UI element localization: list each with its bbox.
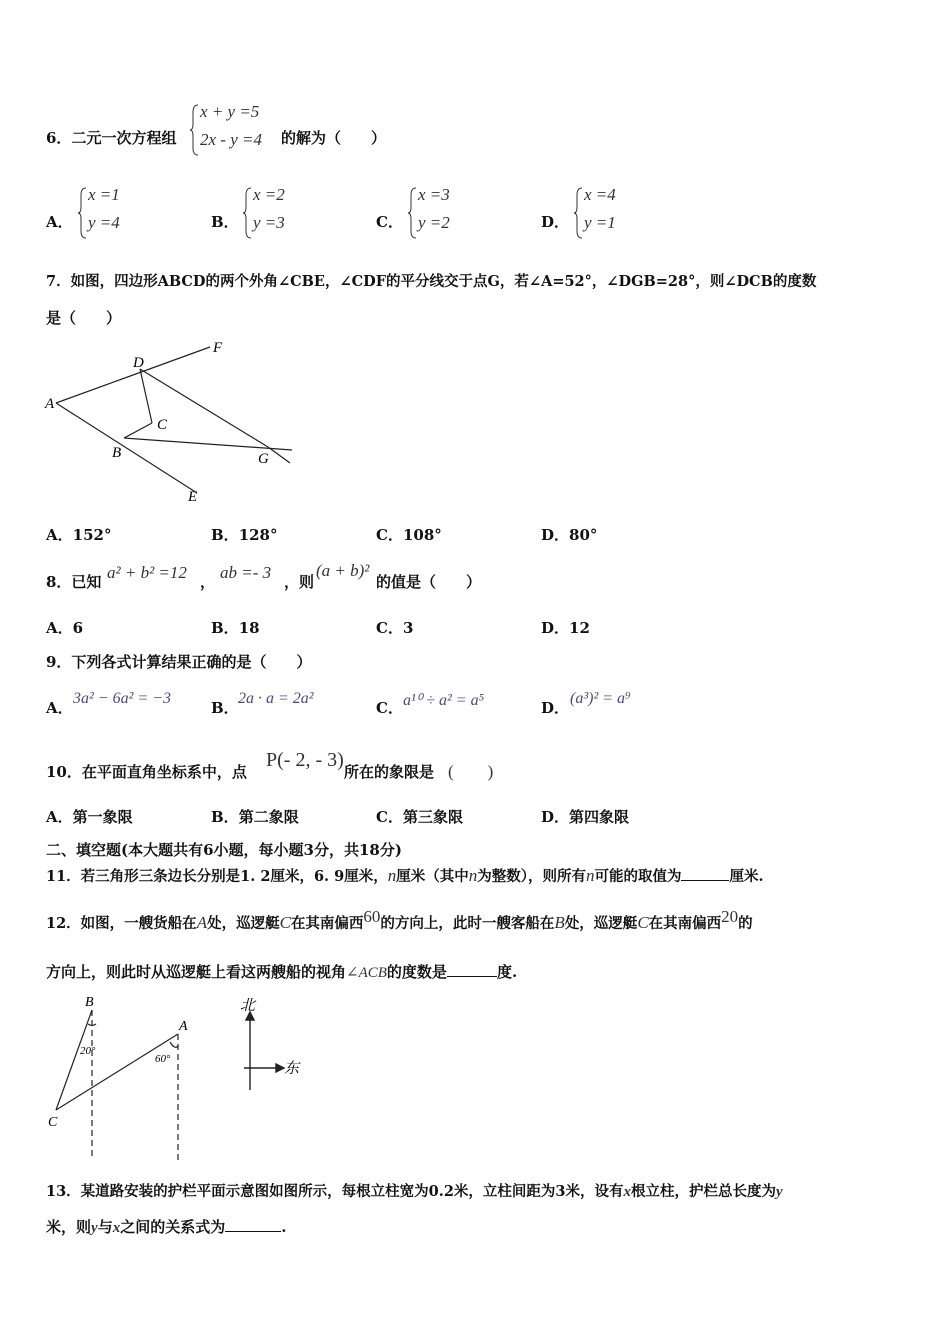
q10-option-a[interactable]: A．第一象限 bbox=[46, 808, 133, 826]
q9-option-d-label[interactable]: D． bbox=[541, 699, 570, 717]
q6-eq2: 2x - y =4 bbox=[200, 130, 262, 149]
q6-option-c-label[interactable]: C． bbox=[376, 213, 403, 231]
q6-stem: 6．二元一次方程组 bbox=[46, 129, 177, 147]
line-dg bbox=[140, 369, 268, 447]
q9-option-b[interactable]: 2a · a = 2a² bbox=[238, 690, 314, 707]
q8-stem-start: 8．已知 bbox=[46, 573, 102, 591]
q11-answer-blank[interactable] bbox=[681, 880, 729, 881]
q6-option-a-label[interactable]: A． bbox=[46, 213, 73, 231]
line-bg bbox=[124, 438, 292, 450]
q10-option-c[interactable]: C．第三象限 bbox=[376, 808, 463, 826]
brace-icon bbox=[78, 187, 88, 239]
q6-option-a-eq1: x =1 bbox=[88, 185, 120, 204]
q7-option-c[interactable]: C．108° bbox=[376, 526, 442, 544]
label-c: C bbox=[157, 417, 168, 433]
label-a: A bbox=[45, 396, 55, 412]
label-e: E bbox=[188, 489, 198, 505]
q6-option-d-label[interactable]: D． bbox=[541, 213, 570, 231]
label-60deg: 60° bbox=[155, 1053, 171, 1065]
q13-stem-line1: 13．某道路安装的护栏平面示意图如图所示，每根立柱宽为0.2米，立柱间距为3米，设有x根立柱，护栏总长度为y bbox=[46, 1183, 783, 1200]
q10-option-b[interactable]: B．第二象限 bbox=[211, 808, 299, 826]
q6-eq1: x + y =5 bbox=[200, 102, 260, 121]
q8-expr2: ab =- 3 bbox=[220, 563, 272, 582]
brace-icon bbox=[243, 187, 253, 239]
q6-option-c-eq2: y =2 bbox=[418, 213, 450, 232]
q9-option-a-label[interactable]: A． bbox=[46, 699, 73, 717]
q12-figure bbox=[40, 990, 320, 1165]
q9-option-b-label[interactable]: B． bbox=[211, 699, 239, 717]
q6-option-b-eq2: y =3 bbox=[253, 213, 285, 232]
q8-option-a[interactable]: A．6 bbox=[46, 619, 84, 637]
q8-tail: 的值是（ ） bbox=[376, 573, 482, 591]
brace-icon bbox=[574, 187, 584, 239]
compass-icon bbox=[244, 1012, 284, 1090]
q6-option-a-eq2: y =4 bbox=[88, 213, 120, 232]
q6-option-b-eq1: x =2 bbox=[253, 185, 285, 204]
label-a: A bbox=[179, 1019, 188, 1034]
q10-paren: ( ) bbox=[448, 762, 494, 781]
q6-option-d-eq1: x =4 bbox=[584, 185, 616, 204]
q8-then: ，则 bbox=[284, 573, 315, 591]
label-d: D bbox=[133, 355, 144, 371]
q7-option-a[interactable]: A．152° bbox=[46, 526, 112, 544]
label-east: 东 bbox=[284, 1061, 300, 1077]
q10-point: P(- 2, - 3) bbox=[266, 749, 344, 771]
q12-answer-blank[interactable] bbox=[447, 976, 497, 977]
q13-stem-line2: 米，则y与x之间的关系式为 . bbox=[46, 1218, 287, 1236]
q9-option-c-label[interactable]: C． bbox=[376, 699, 403, 717]
label-b: B bbox=[112, 445, 122, 461]
q7-option-d[interactable]: D．80° bbox=[541, 526, 598, 544]
brace-icon bbox=[408, 187, 418, 239]
line-ac bbox=[56, 1034, 178, 1110]
q9-stem: 9．下列各式计算结果正确的是（ ） bbox=[46, 653, 312, 671]
brace-icon bbox=[190, 104, 200, 156]
q9-option-d[interactable]: (a³)² = a⁹ bbox=[570, 690, 631, 707]
line-cb bbox=[124, 423, 152, 438]
section-2-heading: 二、填空题(本大题共有6小题，每小题3分，共18分) bbox=[46, 841, 402, 859]
q8-comma: ， bbox=[200, 573, 216, 591]
q13-answer-blank[interactable] bbox=[225, 1231, 281, 1232]
q6-option-b-label[interactable]: B． bbox=[211, 213, 239, 231]
line-bc bbox=[56, 1010, 92, 1110]
q7-option-b[interactable]: B．128° bbox=[211, 526, 278, 544]
q12-stem-line2: 方向上，则此时从巡逻艇上看这两艘船的视角∠ACB的度数是 度. bbox=[46, 963, 518, 981]
label-f: F bbox=[213, 340, 223, 356]
q7-stem-line1: 7．如图，四边形ABCD的两个外角∠CBE，∠CDF的平分线交于点G，若∠A=52°，∠DGB=28°，则∠DCB的度数 bbox=[46, 273, 817, 290]
q10-tail: 所在的象限是 bbox=[344, 763, 435, 781]
q8-option-b[interactable]: B．18 bbox=[211, 619, 260, 637]
q6-tail: 的解为（ ） bbox=[281, 129, 387, 147]
q8-expr1: a² + b² =12 bbox=[107, 563, 187, 582]
q7-figure bbox=[40, 335, 310, 510]
q11-stem: 11．若三角形三条边长分别是1. 2厘米，6. 9厘米，n厘米（其中n为整数），则所有n可能的取值为 厘米. bbox=[46, 866, 764, 885]
q9-option-a[interactable]: 3a² − 6a² = −3 bbox=[73, 690, 171, 707]
q7-stem-line2: 是（ ） bbox=[46, 309, 122, 327]
q8-option-c[interactable]: C．3 bbox=[376, 619, 414, 637]
q6-option-c-eq1: x =3 bbox=[418, 185, 450, 204]
q8-expr3: (a + b)² bbox=[316, 561, 370, 580]
q10-option-d[interactable]: D．第四象限 bbox=[541, 808, 630, 826]
angle-arc-60 bbox=[170, 1042, 178, 1047]
q9-option-c[interactable]: a¹⁰ ÷ a² = a⁵ bbox=[403, 692, 485, 709]
label-c: C bbox=[48, 1115, 58, 1130]
label-20deg: 20° bbox=[80, 1045, 96, 1057]
q8-option-d[interactable]: D．12 bbox=[541, 619, 590, 637]
line-dc bbox=[140, 369, 152, 423]
line-abe bbox=[56, 403, 197, 493]
q10-stem: 10．在平面直角坐标系中，点 bbox=[46, 763, 247, 781]
q12-stem-line1: 12．如图，一艘货船在A处，巡逻艇C在其南偏西60的方向上，此时一艘客船在B处，巡逻艇C在其南偏西20的 bbox=[46, 907, 753, 932]
label-b: B bbox=[85, 995, 94, 1010]
label-g: G bbox=[258, 451, 269, 467]
label-north: 北 bbox=[240, 998, 256, 1014]
q6-option-d-eq2: y =1 bbox=[584, 213, 616, 232]
